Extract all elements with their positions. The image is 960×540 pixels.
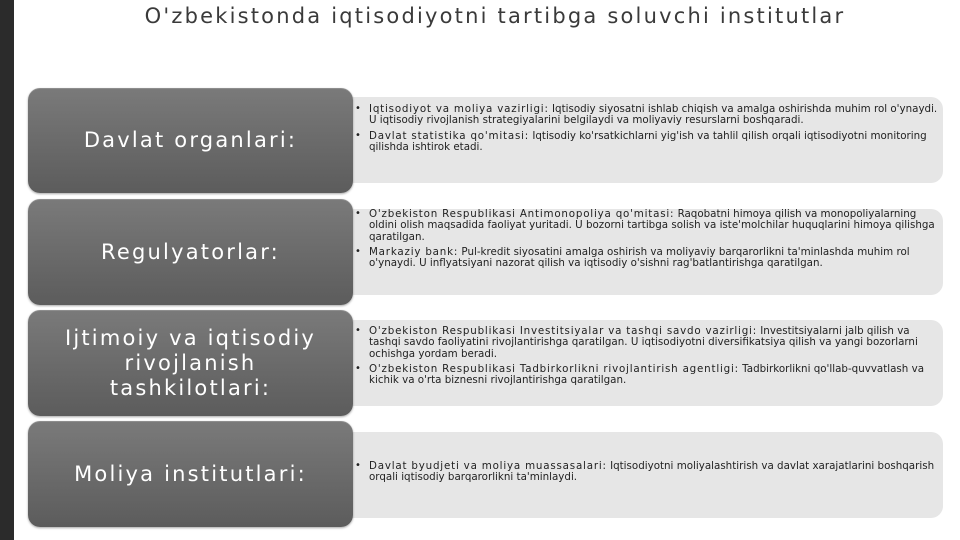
- item-list: [363, 209, 939, 273]
- section-heading-4: Moliya institutlari:: [28, 421, 353, 527]
- section-heading-2: Regulyatorlar:: [28, 199, 353, 305]
- list-item: [363, 461, 939, 484]
- item-term: Davlat statistika qo'mitasi:: [369, 129, 530, 142]
- section-panel-2: [330, 209, 943, 295]
- section-heading-3: Ijtimoiy va iqtisodiy rivojlanish tashkilotlari:: [28, 310, 353, 416]
- item-term: Davlat byudjeti va moliya muassasalari:: [369, 460, 607, 472]
- list-item: [363, 104, 939, 127]
- item-list: [363, 461, 939, 488]
- list-item: [363, 364, 939, 387]
- page-title: O'zbekistonda iqtisodiyotni tartibga soluvchi institutlar: [144, 4, 846, 28]
- item-text: Iqtisodiy siyosatni ishlab chiqish va amalga oshirishda muhim rol o'ynaydi. U iqtisodiy rivojlanish strategiyalarini belgilaydi va moliyaviy resurslarni boshqaradi.: [369, 103, 938, 127]
- item-text: Iqtisodiy ko'rsatkichlarni yig'ish va tahlil qilish orqali iqtisodiyotni monitoring qilishda ishtirok etadi.: [369, 129, 927, 153]
- list-item: [363, 247, 939, 270]
- item-term: O'zbekiston Respublikasi Investitsiyalar va tashqi savdo vazirligi:: [369, 325, 757, 337]
- item-text: Iqtisodiyotni moliyalashtirish va davlat xarajatlarini boshqarish orqali iqtisodiy barqarorlikni ta'minlaydi.: [369, 460, 935, 484]
- list-item: [363, 209, 939, 243]
- section-heading-1: Davlat organlari:: [28, 88, 353, 193]
- section-panel-3: [330, 320, 943, 406]
- item-text: Pul-kredit siyosatini amalga oshirish va moliyaviy barqarorlikni ta'minlashda muhim rol o'ynaydi. U inflyatsiyani nazorat qilish va iqtisodiy o'sishni rag'batlantirishga qaratilgan.: [369, 245, 910, 270]
- left-accent-bar: [0, 0, 14, 540]
- item-text: Investitsiyalarni jalb qilish va tashqi savdo faoliyatini rivojlantirishga qaratilgan. U iqtisodiyotni diversifikatsiya qilish va yangi bozorlarni ochishga yordam beradi.: [369, 325, 918, 360]
- item-list: [363, 104, 939, 157]
- item-term: O'zbekiston Respublikasi Antimonopoliya qo'mitasi:: [369, 208, 675, 220]
- item-term: Markaziy bank:: [369, 245, 459, 258]
- list-item: [363, 326, 939, 360]
- section-panel-1: [330, 97, 943, 183]
- list-item: [363, 131, 939, 154]
- section-panel-4: [330, 432, 943, 518]
- item-text: Tadbirkorlikni qo'llab-quvvatlash va kichik va o'rta biznesni rivojlantirishga qaratilgan.: [369, 362, 924, 387]
- item-term: O'zbekiston Respublikasi Tadbirkorlikni rivojlantirish agentligi:: [369, 362, 739, 375]
- item-text: Raqobatni himoya qilish va monopoliyalarning oldini olish maqsadida faoliyat yuritadi. U bozorni tartibga solish va iste'molchilar huquqlarini himoya qilishga qaratilgan.: [369, 208, 935, 243]
- item-term: Iqtisodiyot va moliya vazirligi:: [369, 103, 549, 115]
- item-list: [363, 326, 939, 390]
